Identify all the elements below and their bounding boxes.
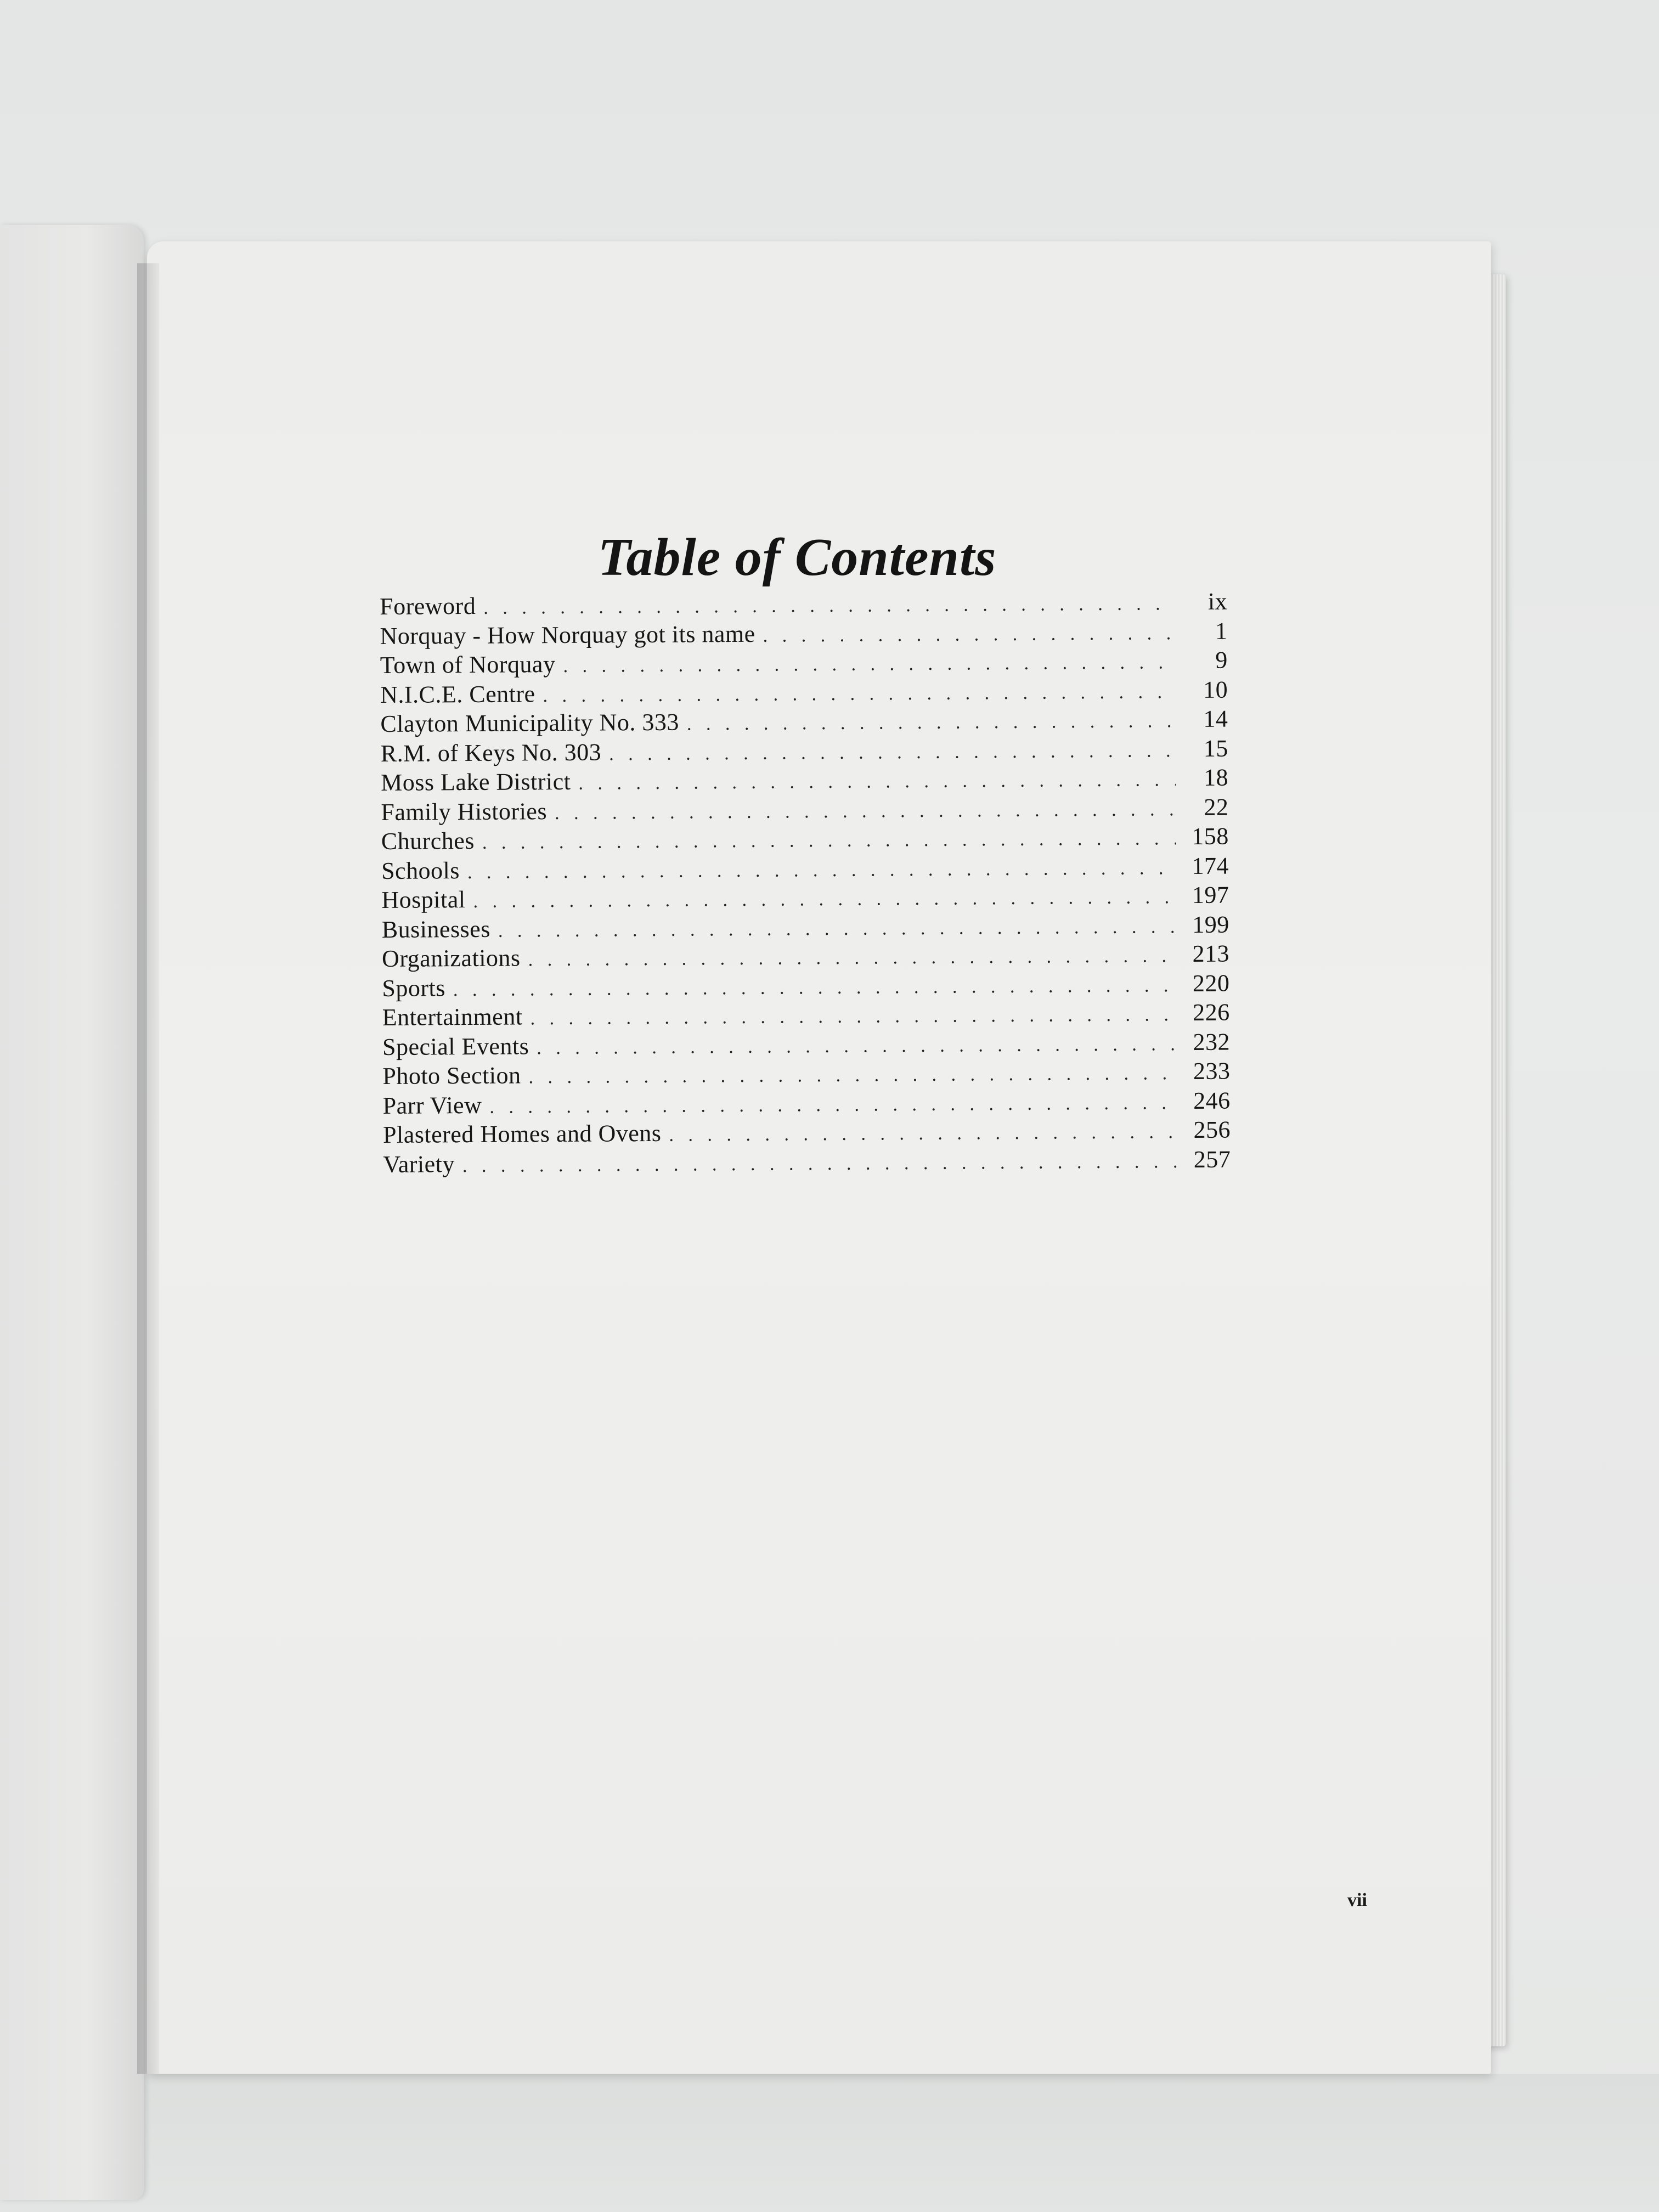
toc-page-number: 256	[1193, 1116, 1231, 1143]
dot-leader	[609, 741, 1176, 765]
toc-entry: Family Histories	[381, 797, 548, 826]
toc-row	[383, 1116, 1231, 1150]
toc-row	[381, 851, 1229, 886]
toc-page-number: 174	[1192, 852, 1229, 879]
toc-entry: Plastered Homes and Ovens	[382, 1119, 662, 1148]
toc-page-number: 22	[1204, 793, 1229, 821]
toc-entry: Clayton Municipality No. 333	[380, 708, 680, 737]
dot-leader	[578, 770, 1176, 794]
toc-entry: N.I.C.E. Centre	[380, 680, 535, 708]
book-page	[147, 241, 1491, 2074]
toc-entry: Entertainment	[382, 1003, 523, 1031]
toc-page-number: 226	[1193, 998, 1230, 1026]
toc-row	[383, 1145, 1231, 1180]
toc-entry: Businesses	[381, 915, 491, 943]
toc-page-number: 15	[1203, 735, 1228, 762]
dot-leader	[537, 1034, 1177, 1059]
toc-row	[382, 910, 1229, 945]
dot-leader	[482, 828, 1176, 854]
toc-page-number: 18	[1203, 764, 1229, 791]
toc-entry: Sports	[382, 974, 446, 1002]
dot-leader	[453, 975, 1177, 1001]
toc-entry: R.M. of Keys No. 303	[380, 738, 602, 767]
toc-row	[380, 617, 1227, 651]
toc-row	[382, 998, 1230, 1033]
toc-page-number: 10	[1203, 676, 1228, 703]
toc-page-number: 220	[1192, 969, 1230, 997]
dot-leader	[489, 1093, 1178, 1118]
toc-entry: Town of Norquay	[380, 651, 556, 679]
toc-entry: Foreword	[380, 592, 476, 620]
page-title: Table of Contents	[597, 528, 997, 587]
toc-entry: Photo Section	[382, 1062, 521, 1090]
toc-page-number: 197	[1192, 881, 1229, 909]
toc-row	[380, 646, 1228, 681]
dot-leader	[763, 623, 1175, 647]
toc-page-number: 232	[1193, 1028, 1231, 1056]
toc-page-number: 14	[1203, 705, 1228, 732]
table-surface	[0, 2074, 1659, 2212]
dot-leader	[498, 917, 1177, 942]
toc-page-number: 257	[1193, 1146, 1231, 1173]
toc-row	[381, 822, 1229, 857]
toc-row	[382, 1057, 1230, 1092]
dot-leader	[543, 682, 1175, 707]
toc-entry: Variety	[383, 1150, 455, 1178]
toc-entry: Special Events	[382, 1032, 529, 1060]
toc-row	[382, 940, 1229, 974]
toc-entry: Norquay - How Norquay got its name	[380, 620, 755, 650]
dot-leader	[669, 1122, 1178, 1146]
toc-entry: Parr View	[382, 1091, 482, 1119]
toc-page-number: 1	[1215, 617, 1228, 645]
page-gutter-shadow	[137, 263, 159, 2074]
toc-entry: Churches	[381, 827, 475, 855]
toc-entry: Schools	[381, 856, 460, 884]
toc-page-number: 158	[1192, 822, 1229, 850]
toc-page-number: ix	[1207, 588, 1228, 615]
dot-leader	[528, 1063, 1177, 1088]
toc-row	[382, 1028, 1230, 1062]
toc-page-number: 199	[1192, 911, 1229, 938]
facing-left-page	[0, 225, 144, 2200]
toc-entry: Organizations	[381, 944, 521, 972]
toc-page-number: 246	[1193, 1087, 1231, 1114]
dot-leader	[555, 799, 1176, 824]
dot-leader	[473, 887, 1176, 912]
toc-row	[383, 1086, 1231, 1121]
toc-row	[381, 734, 1228, 769]
toc-page-number: 233	[1193, 1057, 1231, 1085]
dot-leader	[483, 594, 1175, 619]
page-folio-number: vii	[1347, 1890, 1367, 1910]
dot-leader	[467, 858, 1176, 883]
toc-row	[382, 969, 1229, 1003]
toc-row	[380, 675, 1228, 710]
toc-entry: Hospital	[381, 886, 466, 913]
toc-row	[381, 881, 1229, 916]
table-of-contents	[380, 588, 1231, 1180]
toc-page-number: 9	[1215, 646, 1228, 674]
toc-row	[381, 793, 1228, 827]
dot-leader	[462, 1152, 1178, 1177]
toc-row	[380, 705, 1228, 740]
dot-leader	[687, 711, 1176, 735]
toc-entry: Moss Lake District	[380, 768, 571, 796]
dot-leader	[528, 946, 1177, 970]
toc-row	[381, 764, 1228, 798]
dot-leader	[563, 652, 1175, 677]
toc-row	[380, 588, 1227, 622]
dot-leader	[530, 1005, 1177, 1029]
toc-page-number: 213	[1192, 940, 1230, 967]
